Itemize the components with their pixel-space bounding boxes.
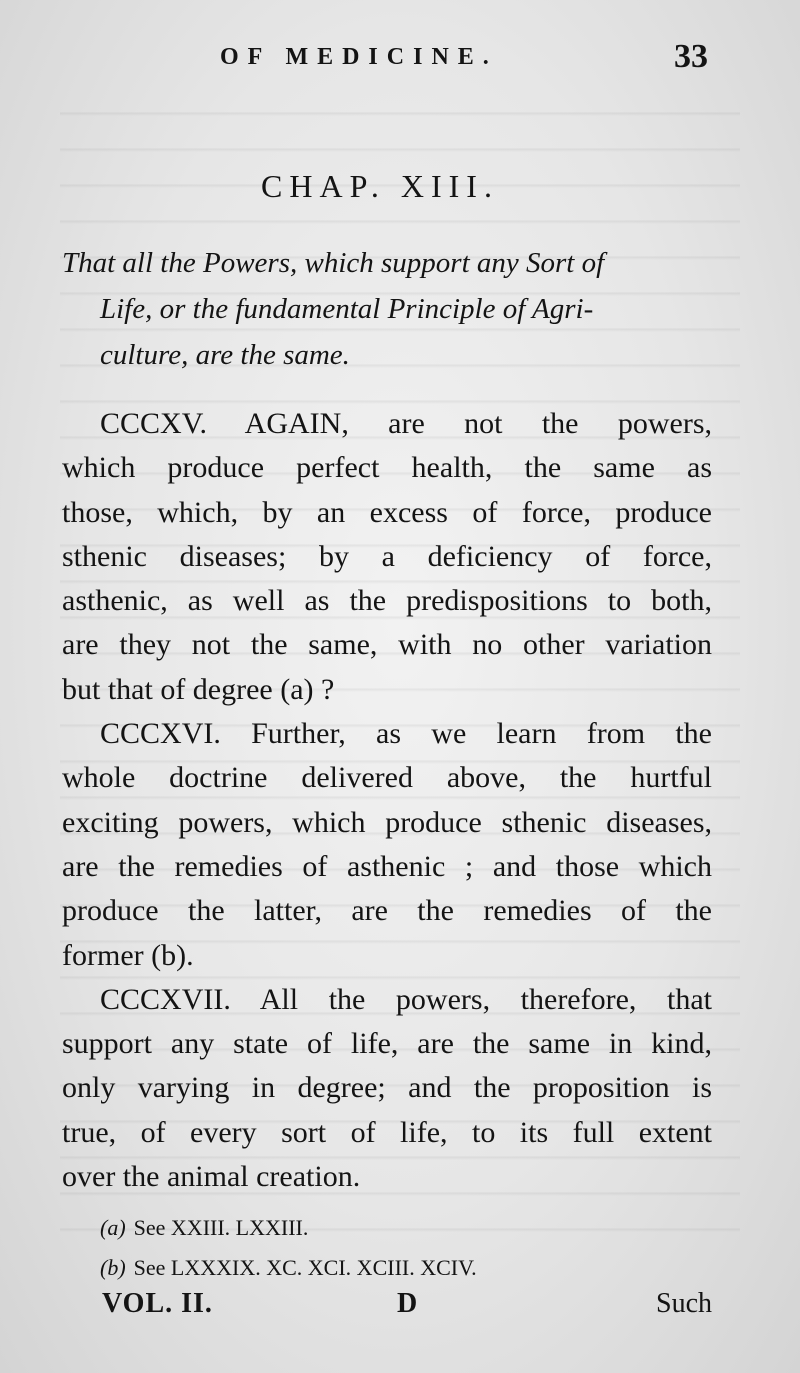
body-text: [62, 402, 712, 1199]
footnote-marker: (a): [100, 1215, 126, 1240]
chapter-subtitle: [62, 240, 717, 378]
text-line: true, of every sort of life, to its full extent: [62, 1115, 712, 1149]
footnote: [100, 1248, 660, 1288]
text-line: support any state of life, are the same in kind,: [62, 1027, 712, 1061]
text-line: those, which, by an excess of force, produce: [62, 495, 712, 529]
footnote-text: See XXIII. LXXIII.: [133, 1215, 309, 1240]
text-line: produce the latter, are the remedies of the: [62, 894, 712, 928]
volume-signature: VOL. II.: [102, 1288, 213, 1319]
text-line: CCCXV. AGAIN, are not the powers,: [100, 407, 712, 440]
page-number: 33: [674, 38, 708, 75]
page-footer: [62, 1288, 712, 1328]
text-line: asthenic, as well as the predispositions to both,: [62, 584, 712, 618]
text-line: over the animal creation.: [62, 1160, 361, 1194]
page-header: [150, 38, 710, 88]
text-line: which produce perfect health, the same as: [62, 451, 712, 485]
text-line: are the remedies of asthenic ; and those which: [62, 849, 712, 883]
footnote: [100, 1208, 660, 1248]
text-line: CCCXVI. Further, as we learn from the: [100, 717, 712, 751]
footnotes: [100, 1208, 660, 1288]
text-line: but that of degree (a) ?: [62, 672, 335, 706]
text-line: CCCXVII. All the powers, therefore, that: [100, 982, 712, 1016]
text-line: former (b).: [62, 938, 194, 972]
subtitle-line: Life, or the fundamental Principle of Agri-: [100, 293, 594, 325]
text-line: exciting powers, which produce sthenic diseases,: [62, 805, 712, 839]
signature-mark: D: [397, 1288, 418, 1319]
footnote-text: See LXXXIX. XC. XCI. XCIII. XCIV.: [133, 1255, 477, 1280]
running-head: OF MEDICINE.: [220, 44, 498, 70]
text-line: sthenic diseases; by a deficiency of force,: [62, 539, 712, 573]
text-line: whole doctrine delivered above, the hurtful: [62, 761, 712, 795]
text-line: are they not the same, with no other variation: [62, 628, 712, 662]
text-line: only varying in degree; and the proposition is: [62, 1071, 712, 1105]
subtitle-line: culture, are the same.: [100, 339, 350, 371]
catchword: Such: [656, 1288, 712, 1319]
chapter-title: CHAP. XIII.: [261, 168, 499, 204]
subtitle-line: That all the Powers, which support any Sort of: [62, 247, 605, 279]
footnote-marker: (b): [100, 1255, 126, 1280]
